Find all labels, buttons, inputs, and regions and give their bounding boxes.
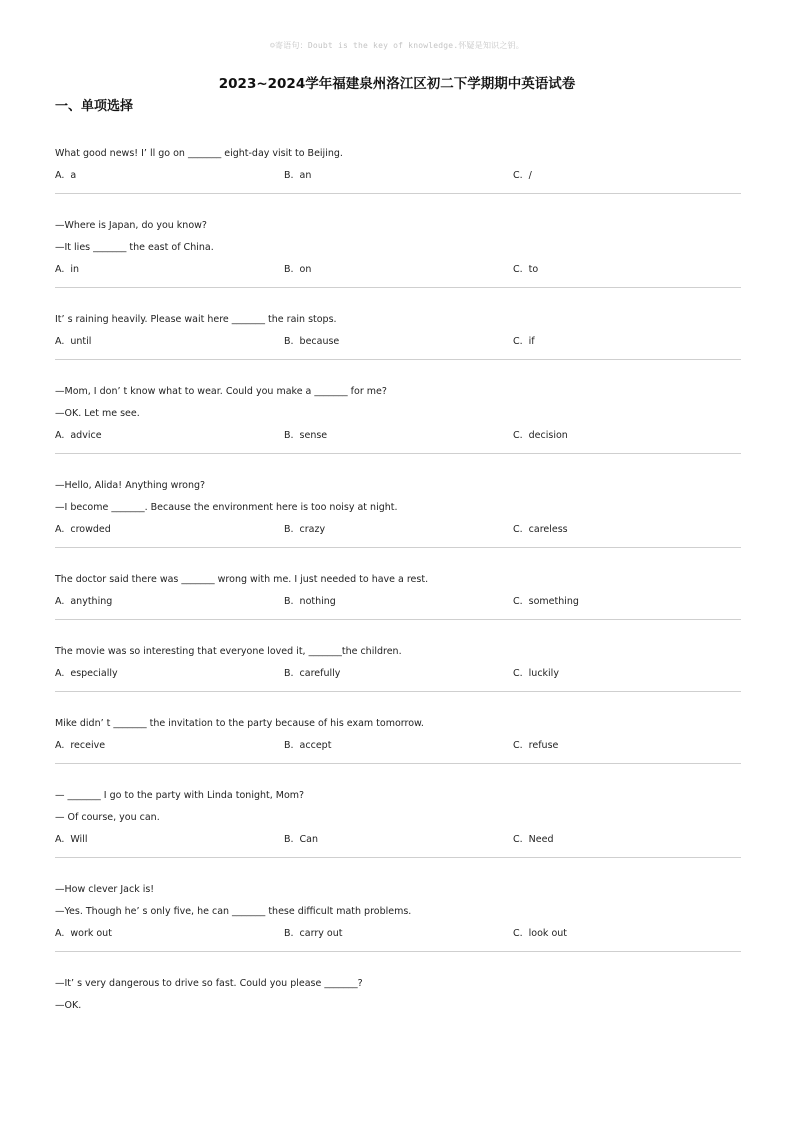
option-text: look out (528, 928, 567, 939)
question-stem-line: —Hello, Alida! Anything wrong? (55, 480, 206, 491)
answer-option[interactable] (513, 668, 559, 680)
answer-option[interactable] (55, 430, 284, 442)
option-letter: C. (513, 928, 523, 939)
option-letter: B. (284, 668, 294, 679)
option-text: to (528, 264, 539, 275)
answer-options (55, 668, 741, 680)
option-text: crowded (70, 524, 111, 535)
answer-option[interactable] (284, 430, 513, 442)
question-item (55, 386, 741, 454)
question-item (55, 314, 741, 360)
answer-option[interactable] (284, 524, 513, 536)
answer-option[interactable] (284, 834, 513, 846)
option-letter: A. (55, 430, 65, 441)
option-letter: C. (513, 740, 523, 751)
answer-option[interactable] (55, 596, 284, 608)
option-letter: C. (513, 596, 523, 607)
watermark-motto: ☺寄语句：Doubt is the key of knowledge.怀疑是知识之钥。 (270, 41, 524, 50)
answer-options (55, 740, 741, 752)
option-text: carefully (299, 668, 341, 679)
option-letter: C. (513, 524, 523, 535)
option-letter: B. (284, 430, 294, 441)
option-text: carry out (299, 928, 343, 939)
option-letter: C. (513, 170, 523, 181)
option-text: Need (528, 834, 554, 845)
option-text: in (70, 264, 80, 275)
option-text: advice (70, 430, 102, 441)
answer-option[interactable] (284, 596, 513, 608)
exam-title: 2023~2024学年福建泉州洛江区初二下学期期中英语试卷 (218, 76, 576, 92)
option-text: accept (299, 740, 332, 751)
option-letter: A. (55, 336, 65, 347)
answer-option[interactable] (513, 170, 532, 182)
answer-options (55, 336, 741, 348)
answer-option[interactable] (513, 740, 558, 752)
answer-option[interactable] (513, 524, 568, 536)
question-item (55, 480, 741, 548)
question-item (55, 978, 741, 1033)
option-letter: B. (284, 264, 294, 275)
answer-option[interactable] (284, 336, 513, 348)
option-text: sense (299, 430, 328, 441)
question-item (55, 718, 741, 764)
option-letter: C. (513, 834, 523, 845)
option-text: work out (70, 928, 112, 939)
option-text: crazy (299, 524, 326, 535)
option-letter: C. (513, 668, 523, 679)
answer-option[interactable] (513, 834, 553, 846)
answer-option[interactable] (284, 668, 513, 680)
question-stem-line: —It lies _______ the east of China. (55, 242, 214, 253)
question-stem-line: The doctor said there was _______ wrong with me. I just needed to have a rest. (55, 574, 429, 585)
answer-option[interactable] (55, 524, 284, 536)
answer-option[interactable] (55, 336, 284, 348)
option-text: an (299, 170, 312, 181)
answer-option[interactable] (284, 740, 513, 752)
answer-option[interactable] (284, 170, 513, 182)
option-letter: C. (513, 430, 523, 441)
answer-option[interactable] (513, 596, 579, 608)
answer-option[interactable] (55, 740, 284, 752)
question-list (55, 148, 741, 1059)
answer-option[interactable] (513, 264, 538, 276)
option-text: something (528, 596, 579, 607)
question-stem-line: The movie was so interesting that everyone loved it, _______the children. (55, 646, 402, 657)
option-letter: C. (513, 336, 523, 347)
answer-options (55, 834, 741, 846)
option-text: especially (70, 668, 118, 679)
option-text: decision (528, 430, 568, 441)
option-letter: B. (284, 928, 294, 939)
option-letter: A. (55, 740, 65, 751)
option-text: luckily (528, 668, 559, 679)
option-letter: A. (55, 668, 65, 679)
option-letter: A. (55, 170, 65, 181)
option-letter: B. (284, 596, 294, 607)
option-letter: B. (284, 834, 294, 845)
question-stem-line: —How clever Jack is! (55, 884, 155, 895)
option-text: Can (299, 834, 319, 845)
answer-option[interactable] (284, 928, 513, 940)
option-letter: B. (284, 740, 294, 751)
answer-options (55, 928, 741, 940)
question-item (55, 790, 741, 858)
question-stem-line: —I become _______. Because the environment here is too noisy at night. (55, 502, 398, 513)
section-heading: 一、单项选择 (55, 99, 134, 114)
question-item (55, 220, 741, 288)
option-text: on (299, 264, 312, 275)
answer-option[interactable] (513, 928, 567, 940)
option-letter: A. (55, 264, 65, 275)
option-text: until (70, 336, 92, 347)
option-text: refuse (528, 740, 559, 751)
question-stem-line: It’ s raining heavily. Please wait here _______ the rain stops. (55, 314, 337, 325)
answer-option[interactable] (55, 834, 284, 846)
option-letter: C. (513, 264, 523, 275)
question-stem-line: —Yes. Though he’ s only five, he can _______ these difficult math problems. (55, 906, 412, 917)
question-stem-line: What good news! I’ ll go on _______ eight-day visit to Beijing. (55, 148, 343, 159)
question-item (55, 884, 741, 952)
answer-option[interactable] (513, 336, 535, 348)
option-text: a (70, 170, 77, 181)
answer-options (55, 524, 741, 536)
question-stem-line: —OK. (55, 1000, 82, 1011)
option-letter: A. (55, 524, 65, 535)
option-letter: B. (284, 170, 294, 181)
option-letter: A. (55, 596, 65, 607)
answer-options (55, 596, 741, 608)
answer-option[interactable] (55, 668, 284, 680)
answer-options (55, 430, 741, 442)
question-item (55, 148, 741, 194)
option-text: careless (528, 524, 568, 535)
answer-options (55, 170, 741, 182)
question-stem-line: —It’ s very dangerous to drive so fast. Could you please _______? (55, 978, 363, 989)
question-item (55, 574, 741, 620)
answer-option[interactable] (55, 264, 284, 276)
option-text: Will (70, 834, 88, 845)
option-text: / (528, 170, 532, 181)
option-text: if (528, 336, 535, 347)
question-stem-line: Mike didn’ t _______ the invitation to the party because of his exam tomorrow. (55, 718, 424, 729)
question-item (55, 646, 741, 692)
question-stem-line: —OK. Let me see. (55, 408, 140, 419)
option-letter: B. (284, 524, 294, 535)
option-letter: A. (55, 834, 65, 845)
option-letter: B. (284, 336, 294, 347)
answer-option[interactable] (55, 170, 284, 182)
option-text: anything (70, 596, 113, 607)
answer-options (55, 264, 741, 276)
answer-option[interactable] (284, 264, 513, 276)
option-letter: A. (55, 928, 65, 939)
option-text: because (299, 336, 340, 347)
option-text: nothing (299, 596, 336, 607)
question-stem-line: —Where is Japan, do you know? (55, 220, 207, 231)
answer-option[interactable] (513, 430, 568, 442)
answer-option[interactable] (55, 928, 284, 940)
option-text: receive (70, 740, 106, 751)
question-stem-line: — _______ I go to the party with Linda tonight, Mom? (55, 790, 305, 801)
question-stem-line: — Of course, you can. (55, 812, 160, 823)
question-stem-line: —Mom, I don’ t know what to wear. Could you make a _______ for me? (55, 386, 387, 397)
